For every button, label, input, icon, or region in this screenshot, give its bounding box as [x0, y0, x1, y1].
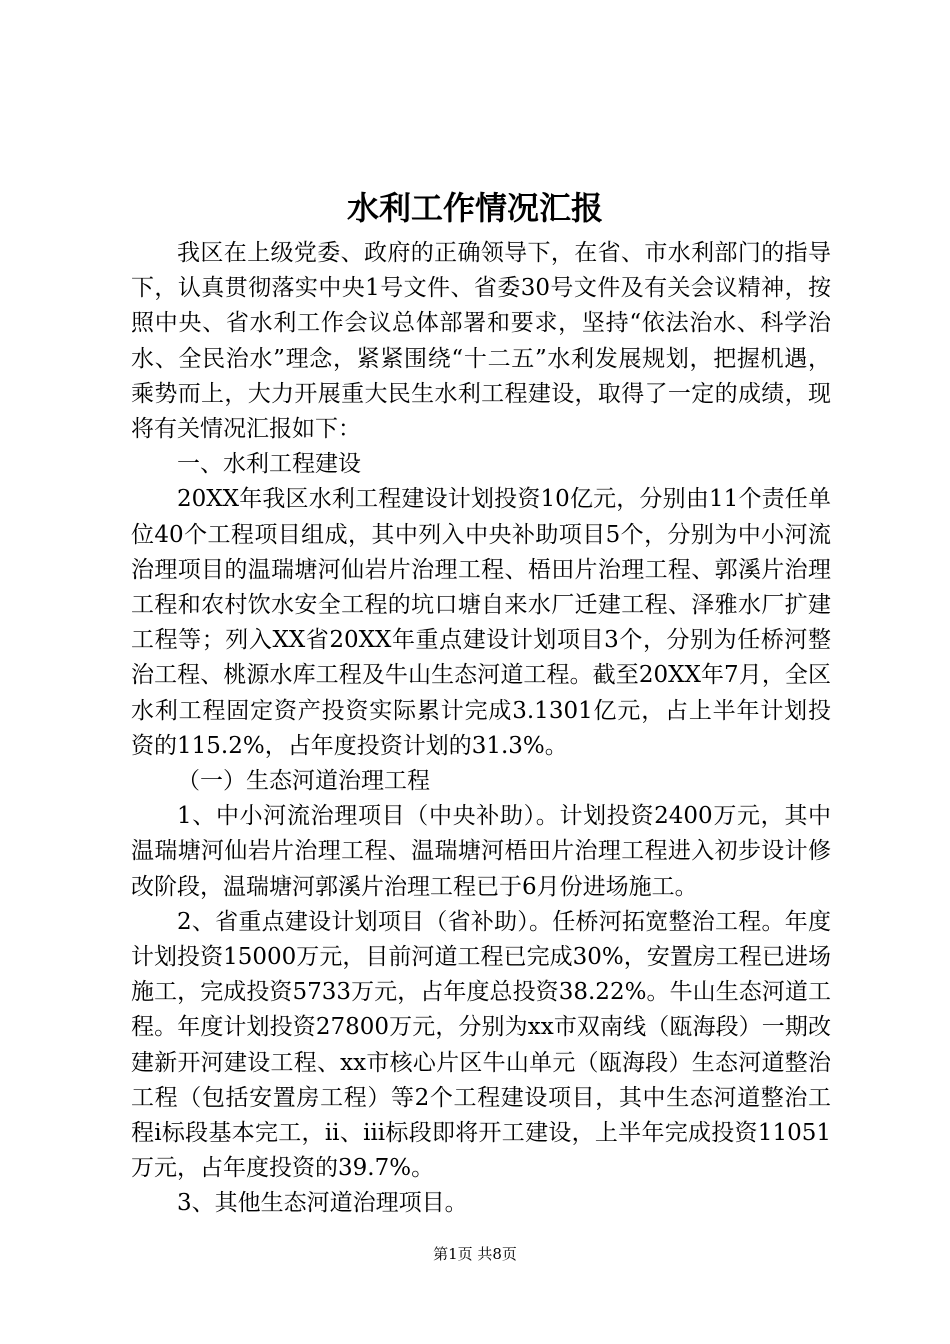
section-heading: 一、水利工程建设 [177, 451, 361, 478]
body-paragraph: 2、省重点建设计划项目（省补助）。任桥河拓宽整治工程。年度计划投资15000万元，目前河道工程已完成30%，安置房工程已进场施工，完成投资5733万元，占年度总投资38.22%。牛山生态河道工程。年度计划投资27800万元，分别为xx市双南线（瓯海段）一期改建新开河建设工程、xx市核心片区牛山单元（瓯海段）生态河道整治工程（包括安置房工程）等2个工程建设项目，其中生态河道整治工程i标段基本完工，ii、iii标段即将开工建设，上半年完成投资11051万元，占年度投资的39.7%。 [131, 908, 831, 1182]
document-title: 水利工作情况汇报 [346, 189, 603, 227]
body-paragraph: 3、其他生态河道治理项目。 [177, 1190, 468, 1217]
intro-paragraph: 我区在上级党委、政府的正确领导下，在省、市水利部门的指导下，认真贯彻落实中央1号文件、省委30号文件及有关会议精神，按照中央、省水利工作会议总体部署和要求，坚持“依法治水、科学治水、全民治水”理念，紧紧围绕“十二五”水利发展规划，把握机遇，乘势而上，大力开展重大民生水利工程建设，取得了一定的成绩，现将有关情况汇报如下： [131, 240, 831, 443]
body-paragraph: 20XX年我区水利工程建设计划投资10亿元，分别由11个责任单位40个工程项目组成，其中列入中央补助项目5个，分别为中小河流治理项目的温瑞塘河仙岩片治理工程、梧田片治理工程、郭溪片治理工程和农村饮水安全工程的坑口塘自来水厂迁建工程、泽雅水厂扩建工程等；列入XX省20XX年重点建设计划项目3个，分别为任桥河整治工程、桃源水库工程及牛山生态河道工程。截至20XX年7月，全区水利工程固定资产投资实际累计完成3.1301亿元，占上半年计划投资的115.2%，占年度投资计划的31.3%。 [131, 486, 831, 759]
subsection-heading: （一）生态河道治理工程 [177, 768, 430, 795]
page-footer: 第1页 共8页 [433, 1245, 517, 1263]
body-paragraph: 1、中小河流治理项目（中央补助）。计划投资2400万元，其中温瑞塘河仙岩片治理工程、温瑞塘河梧田片治理工程进入初步设计修改阶段，温瑞塘河郭溪片治理工程已于6月份进场施工。 [131, 803, 831, 900]
document-body [131, 236, 831, 1222]
